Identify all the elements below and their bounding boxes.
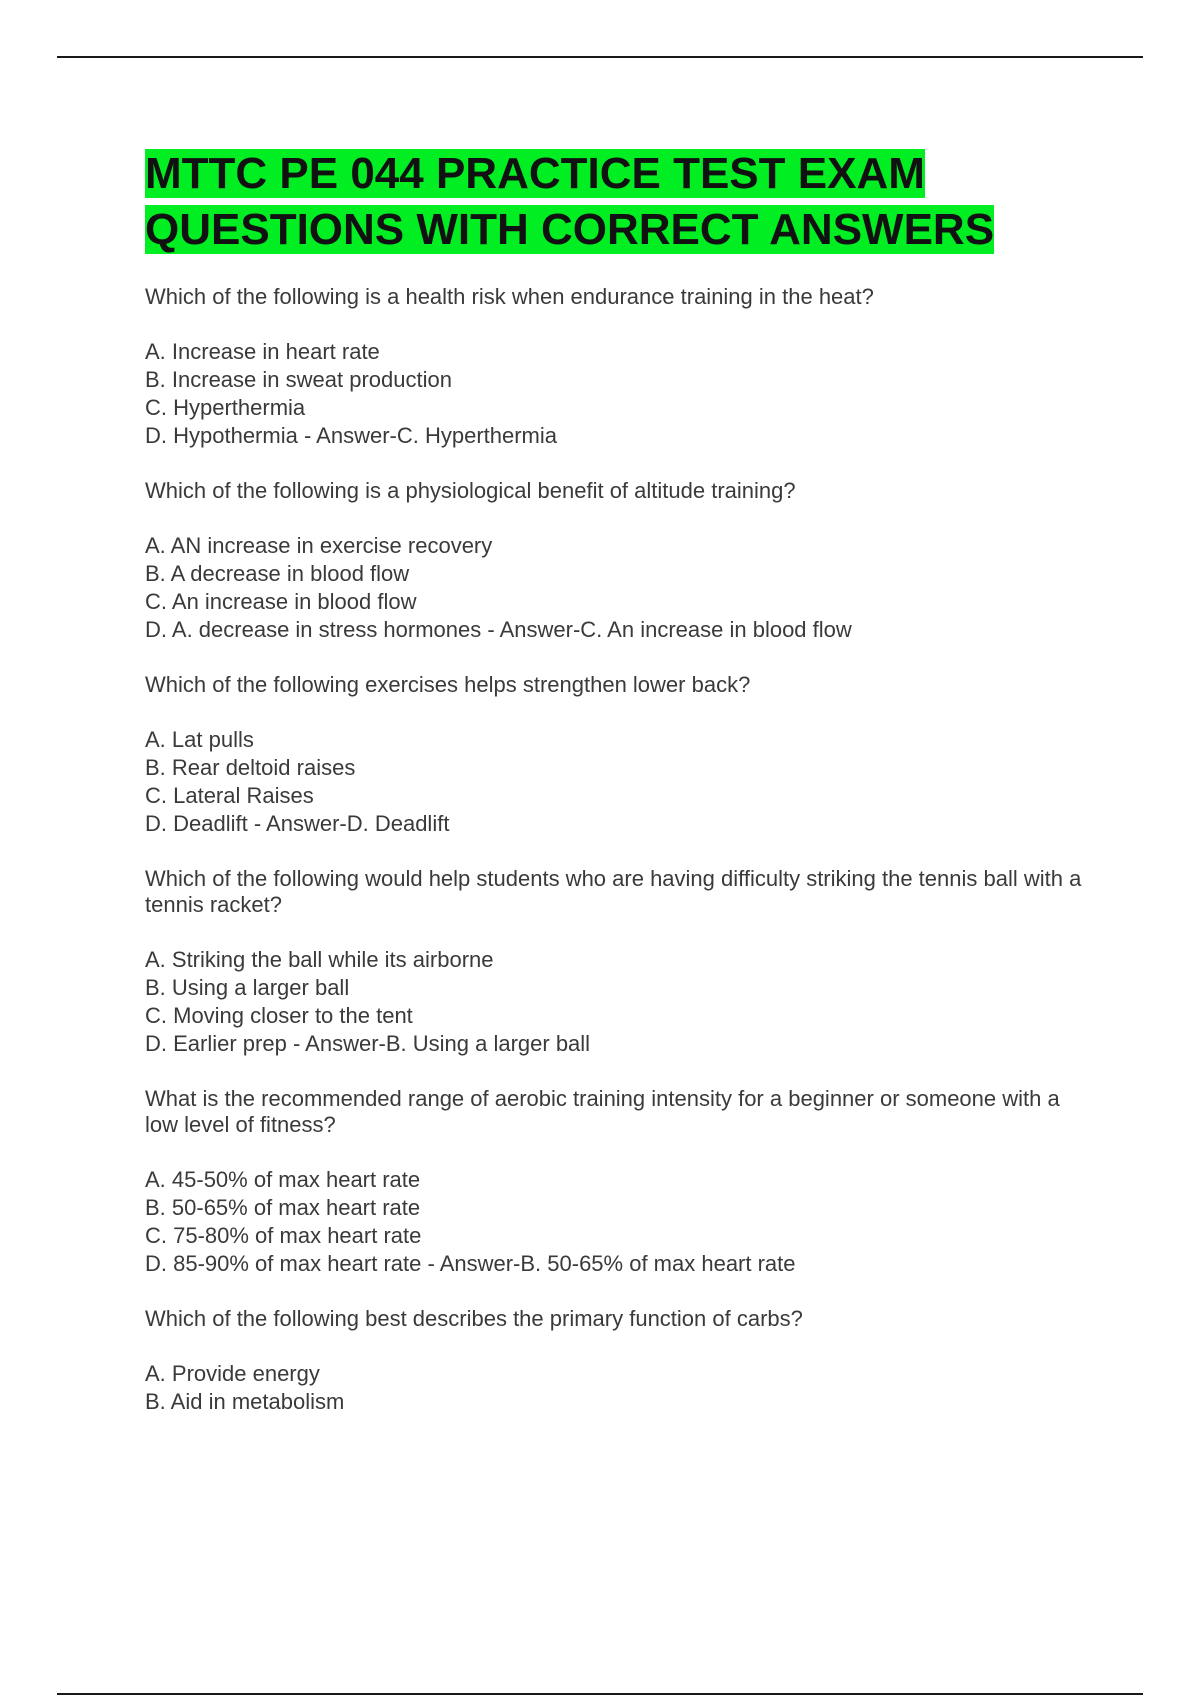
- answer-options: [145, 338, 1090, 450]
- option-b: B. Aid in metabolism: [145, 1389, 345, 1414]
- top-rule: [57, 56, 1143, 58]
- qa-item-6: [145, 1306, 1090, 1416]
- option-b: B. Using a larger ball: [145, 975, 350, 1000]
- document-title-text: MTTC PE 044 PRACTICE TEST EXAM QUESTIONS WITH CORRECT ANSWERS: [145, 149, 995, 254]
- qa-item-5: [145, 1086, 1090, 1278]
- answer-options: [145, 946, 1090, 1058]
- option-b: B. A decrease in blood flow: [145, 561, 410, 586]
- qa-item-4: [145, 866, 1090, 1058]
- answer-options: [145, 726, 1090, 838]
- document-body: [145, 146, 1090, 1444]
- option-c: C. Moving closer to the tent: [145, 1003, 413, 1028]
- bottom-rule: [57, 1693, 1143, 1695]
- option-c: C. 75-80% of max heart rate: [145, 1223, 422, 1248]
- answer-options: [145, 1360, 1090, 1416]
- option-a: A. Increase in heart rate: [145, 339, 380, 364]
- option-d: D. Deadlift - Answer-D. Deadlift: [145, 811, 450, 836]
- option-b: B. Increase in sweat production: [145, 367, 452, 392]
- qa-item-2: [145, 478, 1090, 644]
- option-d: D. 85-90% of max heart rate - Answer-B. 50-65% of max heart rate: [145, 1251, 796, 1276]
- option-a: A. Lat pulls: [145, 727, 254, 752]
- answer-options: [145, 1166, 1090, 1278]
- question-text: Which of the following would help students who are having difficulty striking the tennis ball with a tennis racket?: [145, 866, 1082, 917]
- option-d: D. Earlier prep - Answer-B. Using a larger ball: [145, 1031, 591, 1056]
- option-a: A. AN increase in exercise recovery: [145, 533, 493, 558]
- option-c: C. Lateral Raises: [145, 783, 314, 808]
- qa-item-3: [145, 672, 1090, 838]
- answer-options: [145, 532, 1090, 644]
- option-c: C. Hyperthermia: [145, 395, 306, 420]
- question-text: What is the recommended range of aerobic training intensity for a beginner or someone with a low level of fitness?: [145, 1086, 1060, 1137]
- document-title: [145, 146, 1090, 258]
- question-text: Which of the following is a health risk when endurance training in the heat?: [145, 284, 874, 309]
- option-a: A. Provide energy: [145, 1361, 320, 1386]
- option-c: C. An increase in blood flow: [145, 589, 417, 614]
- question-text: Which of the following is a physiological benefit of altitude training?: [145, 478, 796, 503]
- option-d: D. A. decrease in stress hormones - Answer-C. An increase in blood flow: [145, 617, 852, 642]
- question-text: Which of the following exercises helps strengthen lower back?: [145, 672, 751, 697]
- option-a: A. 45-50% of max heart rate: [145, 1167, 421, 1192]
- option-b: B. Rear deltoid raises: [145, 755, 356, 780]
- question-text: Which of the following best describes the primary function of carbs?: [145, 1306, 803, 1331]
- option-b: B. 50-65% of max heart rate: [145, 1195, 421, 1220]
- option-d: D. Hypothermia - Answer-C. Hyperthermia: [145, 423, 558, 448]
- qa-item-1: [145, 284, 1090, 450]
- option-a: A. Striking the ball while its airborne: [145, 947, 494, 972]
